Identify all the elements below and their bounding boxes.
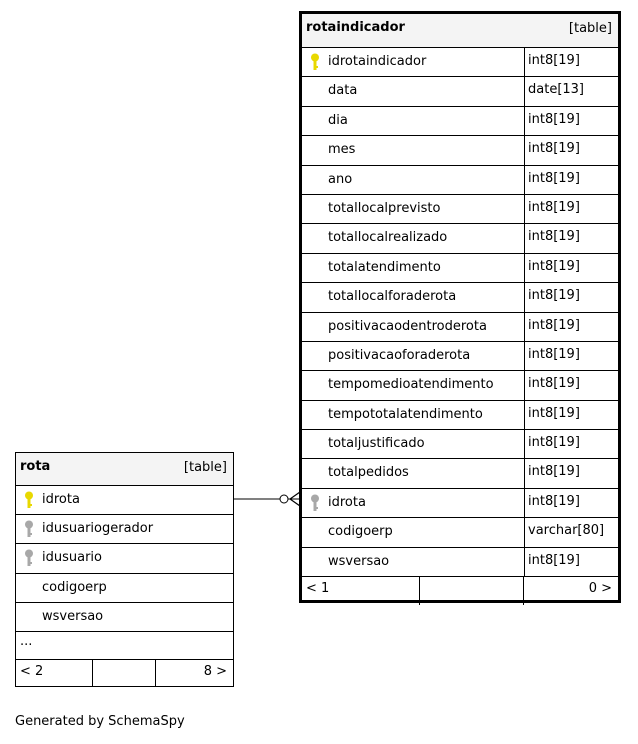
column-row[interactable] (302, 136, 618, 165)
children-count-cell[interactable]: 0 > (588, 581, 612, 597)
column-type: int8[19] (524, 430, 580, 458)
column-name: dia (328, 112, 348, 128)
rotaindicador-table[interactable] (299, 11, 621, 603)
column-row[interactable] (302, 283, 618, 312)
column-name: totallocalforaderota (328, 289, 457, 305)
column-row[interactable] (302, 166, 618, 195)
parents-count-cell[interactable]: < 2 (16, 660, 93, 687)
column-name: positivacaodentroderota (328, 318, 487, 334)
column-name: totalpedidos (328, 465, 409, 481)
column-name: totalatendimento (328, 259, 441, 275)
rota-table[interactable] (15, 452, 234, 687)
column-row[interactable] (302, 401, 618, 430)
column-type: int8[19] (524, 283, 580, 311)
column-type: int8[19] (524, 342, 580, 370)
column-name: tempomedioatendimento (328, 377, 494, 393)
column-row[interactable] (16, 486, 233, 515)
column-row[interactable] (302, 48, 618, 77)
column-type: int8[19] (524, 48, 580, 76)
foreign-key-icon (24, 549, 34, 567)
column-row[interactable] (16, 544, 233, 573)
column-row[interactable] (302, 77, 618, 106)
column-name: ano (328, 171, 353, 187)
column-name: data (328, 83, 358, 99)
children-count-cell[interactable]: 8 > (203, 663, 227, 679)
column-name: idrota (42, 492, 80, 507)
column-type: int8[19] (524, 489, 580, 517)
foreign-key-icon (310, 494, 320, 512)
column-row[interactable] (302, 313, 618, 342)
column-name: idusuario (42, 550, 102, 566)
table-type-label: [table] (183, 460, 227, 475)
column-type: int8[19] (524, 401, 580, 429)
parents-count-cell[interactable]: < 1 (302, 577, 420, 605)
column-row[interactable] (302, 107, 618, 136)
column-type: int8[19] (524, 136, 580, 164)
table-header (16, 453, 233, 486)
foreign-key-icon (24, 520, 34, 538)
column-name: wsversao (42, 608, 104, 624)
table-type-label: [table] (568, 21, 612, 36)
column-name: codigoerp (328, 524, 393, 540)
column-name: totallocalprevisto (328, 200, 441, 216)
primary-key-icon (310, 53, 320, 71)
column-row[interactable] (16, 515, 233, 544)
column-row[interactable] (302, 518, 618, 547)
column-row[interactable] (302, 548, 618, 577)
primary-key-icon (24, 491, 34, 509)
column-row[interactable] (302, 489, 618, 518)
table-name: rotaindicador (306, 20, 405, 35)
rows-count-cell (93, 660, 156, 687)
column-row[interactable] (16, 574, 233, 603)
column-type: int8[19] (524, 313, 580, 341)
column-type: int8[19] (524, 371, 580, 399)
column-type: int8[19] (524, 224, 580, 252)
column-type: varchar[80] (524, 518, 604, 546)
column-row[interactable] (302, 430, 618, 459)
column-name: totaljustificado (328, 436, 425, 452)
column-name: idrotaindicador (328, 54, 427, 69)
column-name: mes (328, 142, 356, 158)
column-row[interactable] (16, 603, 233, 632)
column-name: totallocalrealizado (328, 230, 448, 246)
table-footer (16, 660, 233, 687)
column-name: idusuariogerador (42, 521, 154, 537)
zero-optional-marker (280, 495, 288, 503)
column-type: int8[19] (524, 195, 580, 223)
column-type: int8[19] (524, 107, 580, 135)
generated-by-label: Generated by SchemaSpy (15, 714, 185, 729)
rows-count-cell (420, 577, 524, 605)
column-type: int8[19] (524, 459, 580, 487)
column-type: int8[19] (524, 166, 580, 194)
column-row[interactable] (302, 459, 618, 488)
column-name: codigoerp (42, 579, 107, 595)
column-row[interactable] (302, 254, 618, 283)
column-name: positivacaoforaderota (328, 347, 471, 363)
column-row[interactable] (302, 371, 618, 400)
table-footer (302, 577, 618, 605)
column-name: wsversao (328, 553, 390, 569)
column-type: date[13] (524, 77, 584, 105)
column-row[interactable] (302, 342, 618, 371)
table-header (302, 14, 618, 48)
column-type: int8[19] (524, 548, 580, 576)
column-name: idrota (328, 494, 366, 510)
column-name: tempototalatendimento (328, 406, 483, 422)
column-row[interactable] (302, 224, 618, 253)
column-row[interactable] (302, 195, 618, 224)
table-name: rota (20, 459, 51, 474)
more-columns-ellipsis: ... (16, 632, 233, 660)
column-type: int8[19] (524, 254, 580, 282)
